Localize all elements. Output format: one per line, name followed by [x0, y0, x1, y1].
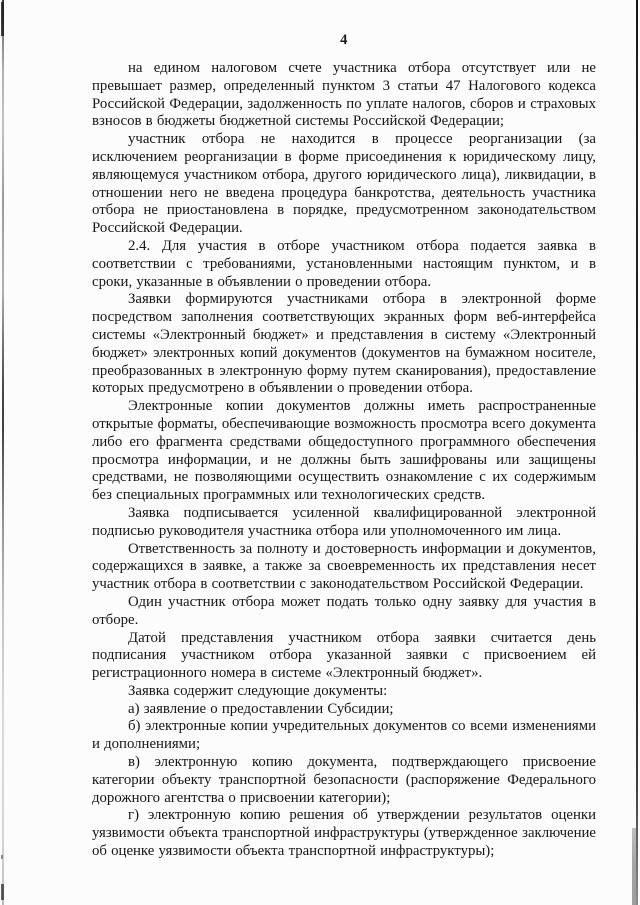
list-item-b: б) электронные копии учредительных документов со всеми изменениями и дополнениями;	[92, 718, 596, 753]
list-item-g: г) электронную копию решения об утверждении результатов оценки уязвимости объекта транспортной инфраструктуры (утвержденное заключение об оценке уязвимости объекта транспортной инфраструктуры);	[92, 807, 596, 860]
document-body	[92, 60, 596, 861]
scan-mark-top-left	[1, 2, 4, 36]
list-item-v: в) электронную копию документа, подтверждающего присвоение категории объекту транспортной безопасности (распоряжение Федерального дорожного агентства о присвоении категории);	[92, 754, 596, 806]
scan-edge-right-bottom	[632, 828, 636, 905]
paragraph-responsibility: Ответственность за полноту и достоверность информации и документов, содержащихся в заявке, а также за своевременность их представления несет участник отбора в соответствии с законодательством Российской Федерации.	[92, 540, 596, 593]
paragraph-no-reorganization: участник отбора не находится в процессе реорганизации (за исключением реорганизации в форме присоединения к юридическому лицу, являющемуся участником отбора, другого юридического лица), ликвидации, в отношении него не введена процедура банкротства, деятельность участника отбора не приостановлена в порядке, предусмотренном законодательством Российской Федерации.	[92, 131, 596, 237]
scan-edge-left	[2, 0, 4, 905]
page-number: 4	[340, 32, 348, 48]
scan-edge-right	[636, 0, 638, 905]
paragraph-single-application: Один участник отбора может подать только одну заявку для участия в отборе.	[92, 593, 596, 628]
scan-mark-bottom-left	[1, 884, 4, 900]
paragraph-signature: Заявка подписывается усиленной квалифицированной электронной подписью руководителя участника отбора или уполномоченного им лица.	[92, 504, 596, 539]
paragraph-2-4-application: 2.4. Для участия в отборе участником отбора подается заявка в соответствии с требованиями, установленными настоящим пунктом, и в сроки, указанные в объявлении о проведении отбора.	[92, 237, 596, 290]
list-item-a: а) заявление о предоставлении Субсидии;	[128, 700, 394, 717]
paragraph-submission-date: Датой представления участником отбора заявки считается день подписания участником отбора указанной заявки с присвоением ей регистрационного номера в системе «Электронный бюджет».	[92, 629, 596, 682]
scan-mark-left-dash	[1, 855, 3, 859]
paragraph-applications-electronic-form: Заявки формируются участниками отбора в электронной форме посредством заполнения соответствующих экранных форм веб-интерфейса системы «Электронный бюджет» и представления в систему «Электронный бюджет» электронных копий документов (документов на бумажном носителе, преобразованных в электронную форму путем сканирования), предоставление которых предусмотрено в объявлении о проведении отбора.	[92, 291, 596, 397]
paragraph-continuation-tax-account: на едином налоговом счете участника отбора отсутствует или не превышает размер, определенный пунктом 3 статьи 47 Налогового кодекса Российской Федерации, задолженность по уплате налогов, сборов и страховых взносов в бюджеты бюджетной системы Российской Федерации;	[92, 60, 596, 130]
paragraph-application-contains: Заявка содержит следующие документы:	[128, 682, 388, 699]
paragraph-electronic-copies-formats: Электронные копии документов должны иметь распространенные открытые форматы, обеспечивающие возможность просмотра всего документа либо его фрагмента средствами общедоступного программного обеспечения просмотра информации, и не должны быть зашифрованы или защищены средствами, не позволяющими осуществить ознакомление с их содержимым без специальных программных или технологических средств.	[92, 398, 596, 504]
